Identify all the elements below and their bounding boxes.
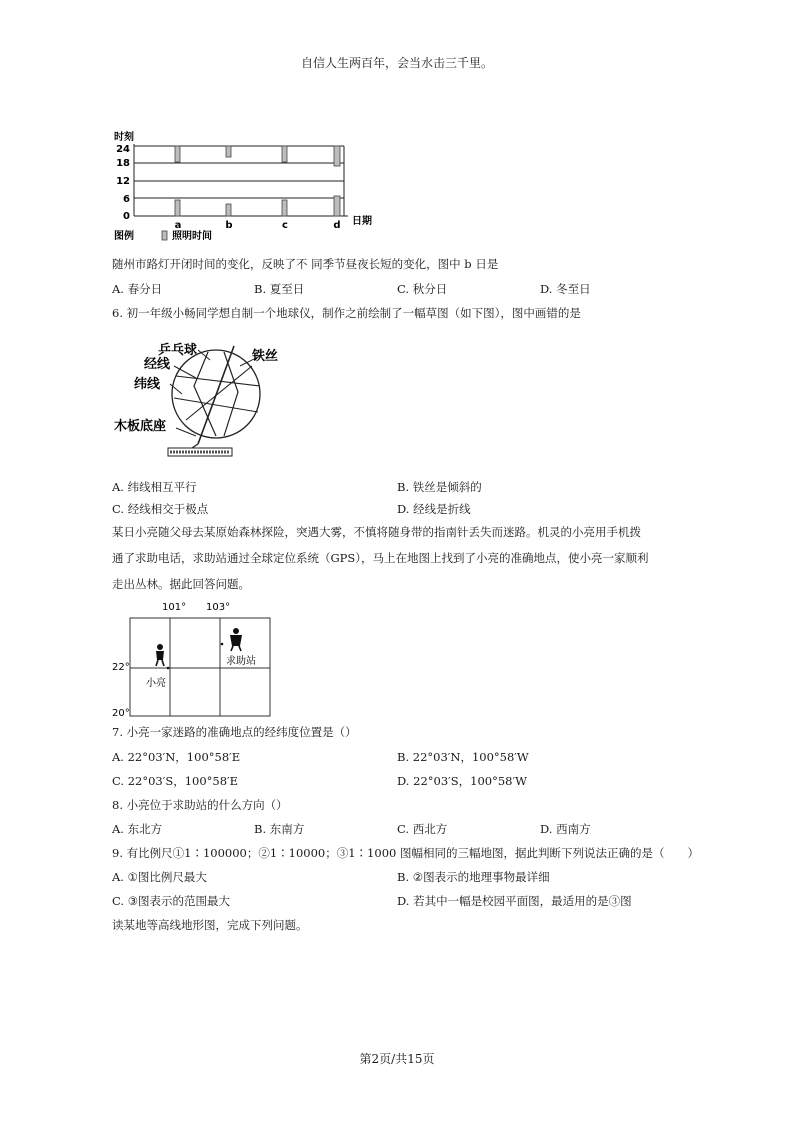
q7-option-d: D. 22°03′S，100°58′W — [397, 774, 527, 788]
q8-option-c: C. 西北方 — [397, 822, 448, 836]
bar-d-morning — [334, 196, 340, 216]
bar-a-morning — [175, 200, 180, 216]
q7-stem: 7. 小亮一家迷路的准确地点的经纬度位置是（） — [112, 725, 357, 739]
bar-c-evening — [282, 146, 287, 162]
passage-line-3: 走出丛林。据此回答问题。 — [112, 577, 250, 591]
passage-line-2: 通了求助电话，求助站通过全球定位系统（GPS），马上在地图上找到了小亮的准确地点，使小亮一家顺利 — [112, 551, 649, 565]
lost-person-icon — [156, 644, 164, 666]
q5-stem: 随州市路灯开闭时间的变化，反映了不 同季节昼夜长短的变化，图中 b 日是 — [112, 257, 499, 271]
lat-lon-grid-map — [108, 598, 278, 720]
globe-sketch-diagram — [112, 336, 292, 468]
label-parallel: 纬线 — [134, 377, 161, 392]
page-number-footer: 第2页/共15页 — [359, 1052, 435, 1066]
bar-a-evening — [175, 146, 180, 162]
lost-location-dot — [167, 667, 170, 670]
label-lon-101: 101° — [162, 602, 187, 613]
x-axis-title: 日期 — [352, 216, 372, 227]
rescue-station-dot — [221, 643, 224, 646]
y-tick-12: 12 — [116, 176, 130, 187]
label-station: 求助站 — [226, 656, 256, 667]
y-tick-0: 0 — [123, 211, 130, 222]
q9-option-c: C. ③图表示的范围最大 — [112, 894, 231, 908]
x-tick-c: c — [282, 220, 288, 231]
passage-line-1: 某日小亮随父母去某原始森林探险，突遇大雾，不慎将随身带的指南针丢失而迷路。机灵的小亮用手机拨 — [112, 525, 641, 539]
x-tick-a: a — [174, 220, 182, 231]
bar-d-evening — [334, 146, 340, 166]
wire-axis — [198, 346, 234, 444]
label-wire: 铁丝 — [252, 349, 279, 364]
parallel-line-1 — [176, 376, 260, 386]
q8-option-a: A. 东北方 — [112, 822, 163, 836]
q7-option-c: C. 22°03′S，100°58′E — [112, 774, 239, 788]
q9-option-a: A. ①图比例尺最大 — [112, 870, 207, 884]
legend-swatch — [162, 231, 167, 240]
q9-stem: 9. 有比例尺①1∶100000；②1∶10000；③1∶1000 图幅相同的三幅地图，据此判断下列说法正确的是（ ） — [112, 846, 699, 860]
y-tick-6: 6 — [123, 194, 130, 205]
q5-option-d: D. 冬至日 — [540, 282, 591, 296]
parallel-line-2 — [174, 398, 258, 412]
map-frame — [130, 618, 270, 716]
next-section-intro: 读某地等高线地形图，完成下列问题。 — [112, 918, 308, 932]
rescue-station-icon — [230, 628, 242, 651]
q6-stem: 6. 初一年级小畅同学想自制一个地球仪，制作之前绘制了一幅草图（如下图），图中画错的是 — [112, 306, 581, 320]
bar-b-morning — [226, 204, 231, 216]
bar-b-evening — [226, 146, 231, 157]
chart-y-title: 时刻 — [114, 132, 134, 143]
q8-option-b: B. 东南方 — [254, 822, 305, 836]
q7-option-a: A. 22°03′N，100°58′E — [112, 750, 241, 764]
parallel-line-3 — [186, 366, 252, 420]
label-person: 小亮 — [146, 678, 166, 689]
q6-option-d: D. 经线是折线 — [397, 502, 471, 516]
q6-option-c: C. 经线相交于极点 — [112, 502, 209, 516]
q7-option-b: B. 22°03′N，100°58′W — [397, 750, 529, 764]
q8-option-d: D. 西南方 — [540, 822, 591, 836]
legend-item-label: 照明时间 — [172, 231, 212, 242]
lighting-time-chart — [112, 128, 392, 244]
q5-option-a: A. 春分日 — [112, 282, 163, 296]
label-base: 木板底座 — [114, 419, 167, 434]
page-header-motto: 自信人生两百年，会当水击三千里。 — [300, 56, 493, 70]
x-tick-d: d — [333, 220, 341, 231]
wire-foot — [192, 444, 198, 448]
legend-label: 图例 — [114, 231, 134, 242]
q5-option-b: B. 夏至日 — [254, 282, 305, 296]
meridian-broken-line-2 — [224, 352, 238, 436]
label-lon-103: 103° — [206, 602, 231, 613]
y-tick-24: 24 — [116, 144, 130, 155]
q9-option-d: D. 若其中一幅是校园平面图，最适用的是③图 — [397, 894, 632, 908]
y-tick-18: 18 — [116, 158, 130, 169]
q6-option-b: B. 铁丝是倾斜的 — [397, 480, 482, 494]
label-meridian: 经线 — [144, 357, 171, 372]
q8-stem: 8. 小亮位于求助站的什么方向（） — [112, 798, 288, 812]
bar-c-morning — [282, 200, 287, 216]
q6-option-a: A. 纬线相互平行 — [112, 480, 197, 494]
q5-option-c: C. 秋分日 — [397, 282, 448, 296]
q9-option-b: B. ②图表示的地理事物最详细 — [397, 870, 550, 884]
label-pingpong: 乒乓球 — [158, 343, 198, 358]
x-tick-b: b — [225, 220, 233, 231]
label-lat-22: 22° — [112, 662, 130, 673]
label-lat-20: 20° — [112, 708, 130, 719]
